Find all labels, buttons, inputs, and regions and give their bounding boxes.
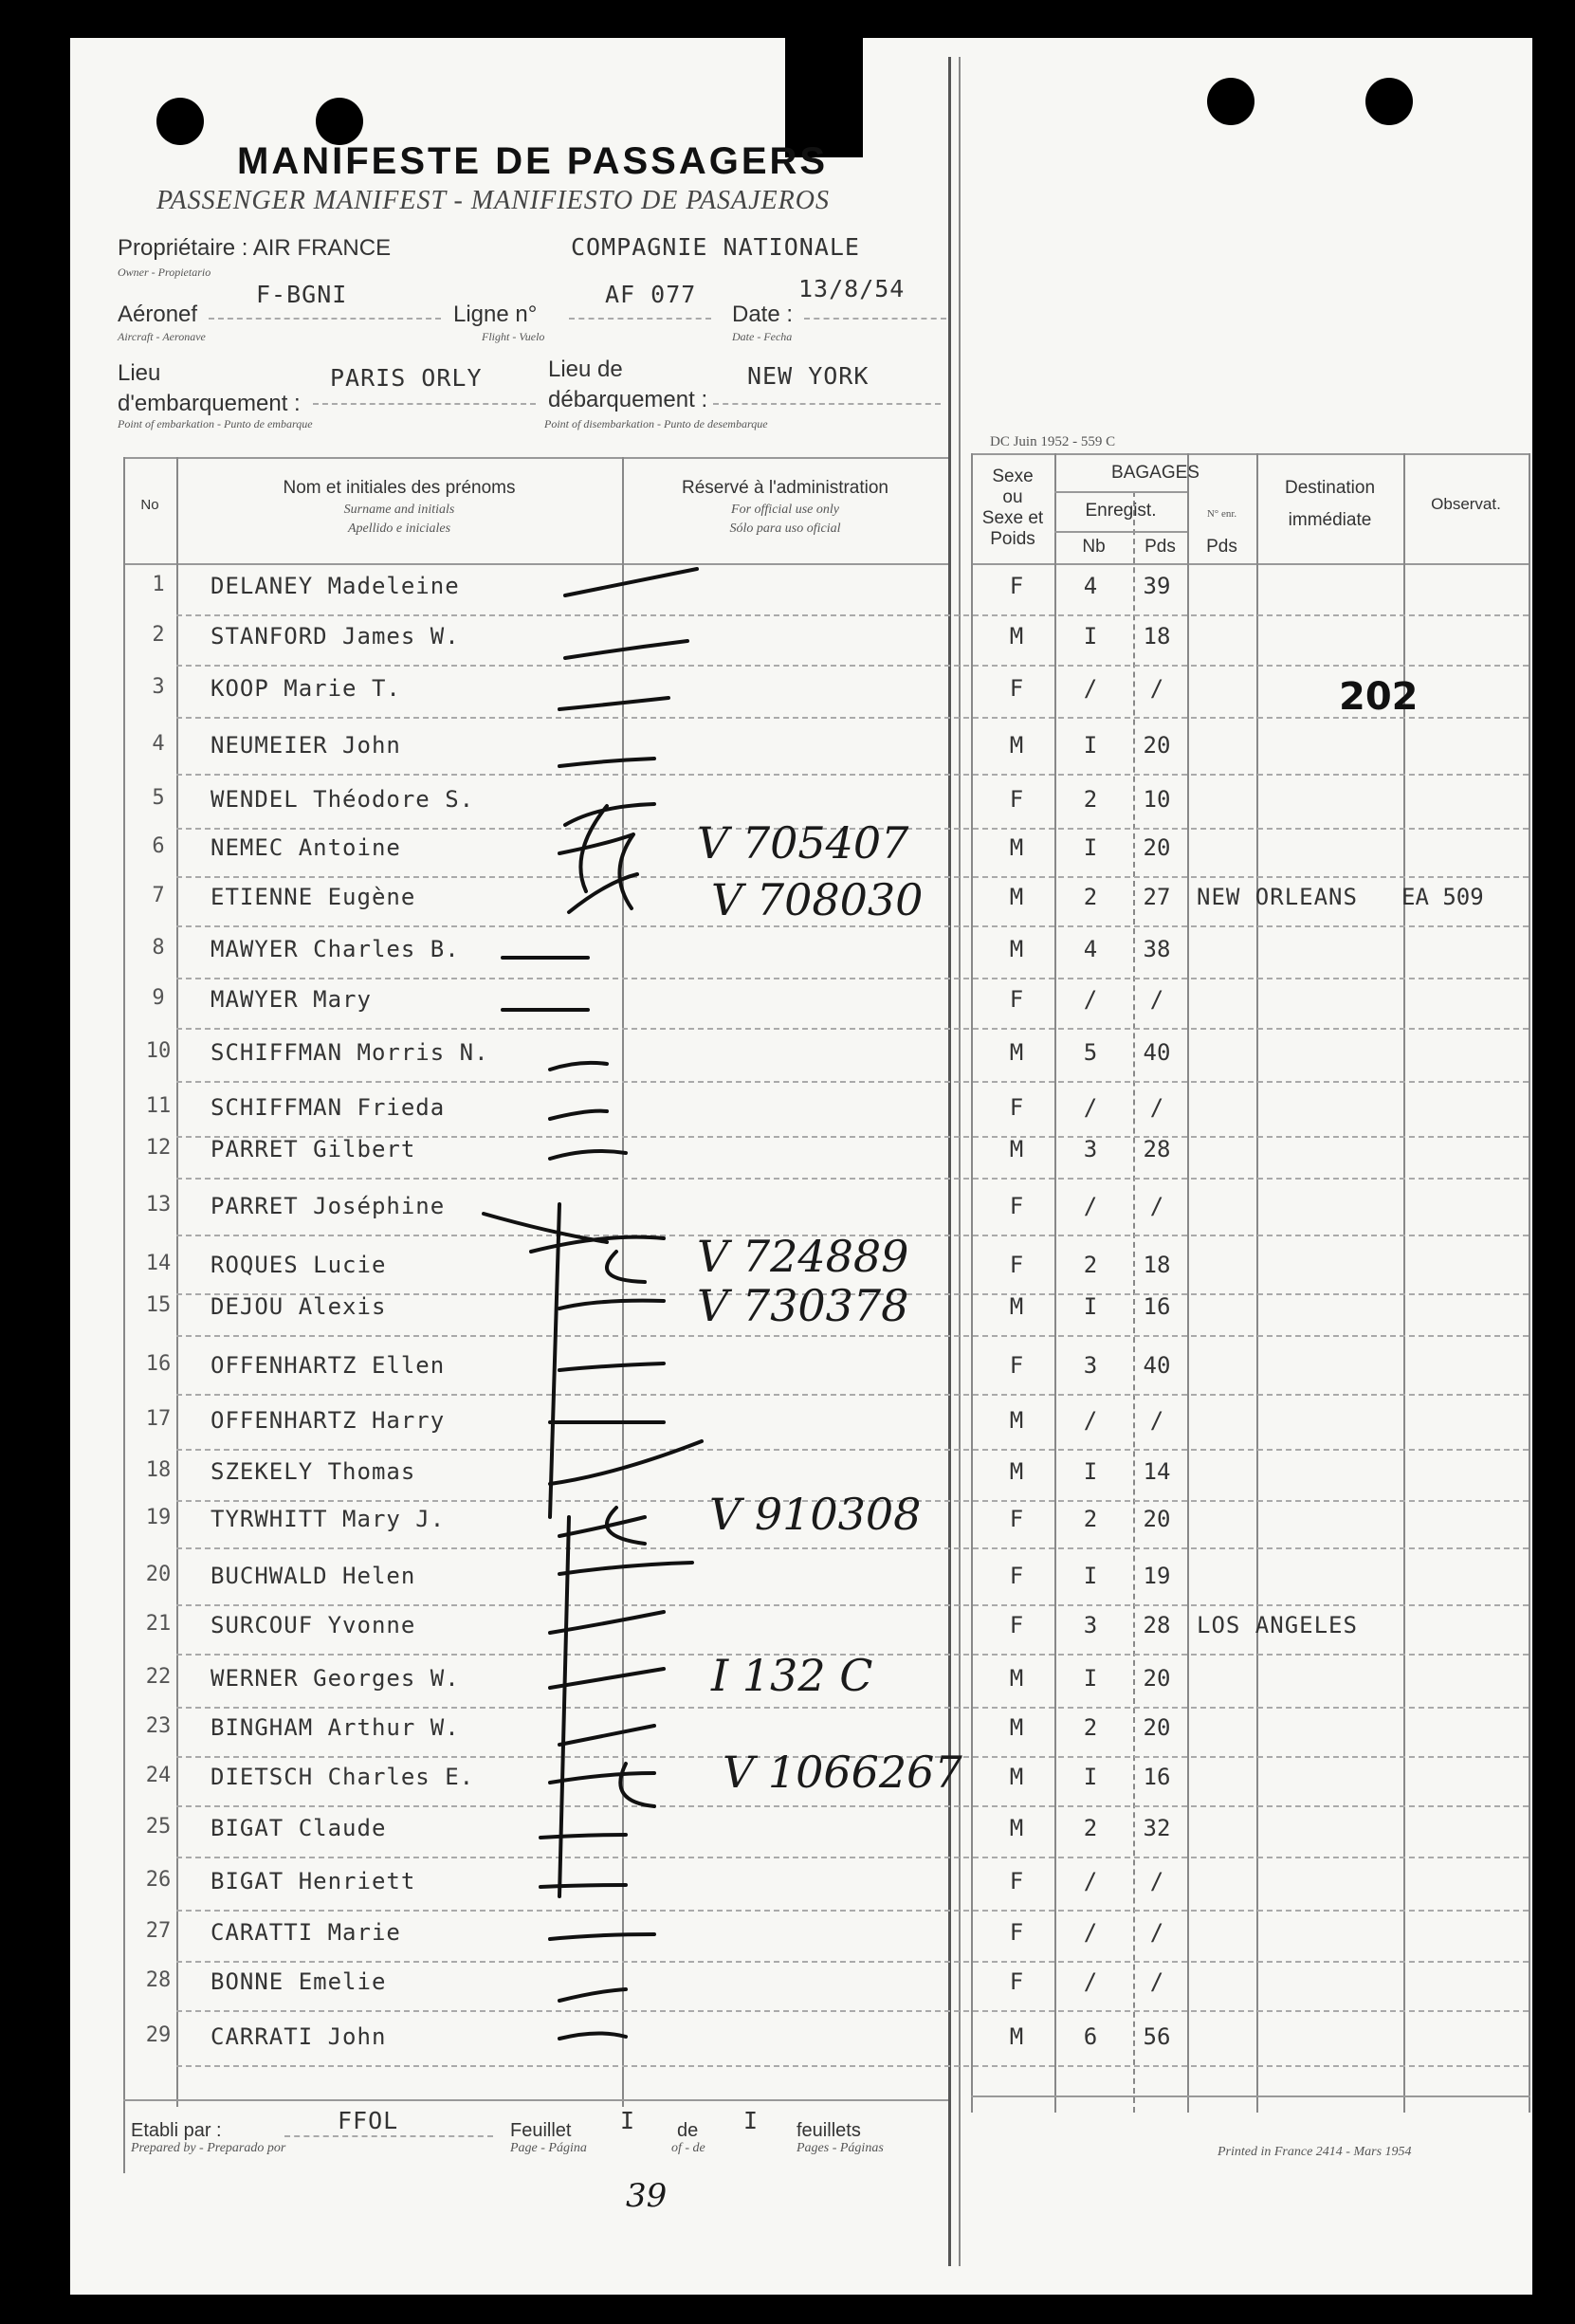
col-dest-2: immédiate: [1288, 510, 1372, 530]
baggage-weight: 20: [1143, 1506, 1171, 1532]
row-number: 12: [145, 1136, 172, 1160]
row-number: 1: [152, 573, 165, 596]
baggage-count: I: [1083, 732, 1098, 759]
row-number: 26: [145, 1868, 172, 1892]
prepared-sub: Prepared by - Preparado por: [131, 2141, 286, 2155]
handwritten-visa: V 1066267: [723, 1747, 962, 1798]
baggage-count: I: [1083, 1563, 1098, 1589]
passenger-name: TYRWHITT Mary J.: [211, 1506, 446, 1532]
passenger-sex: F: [1009, 1563, 1024, 1589]
baggage-weight: 20: [1143, 1714, 1171, 1741]
baggage-count: 2: [1083, 786, 1098, 813]
passenger-name: ETIENNE Eugène: [211, 884, 416, 910]
col-admin-sub2: Sólo para uso oficial: [729, 522, 841, 536]
passenger-name: DIETSCH Charles E.: [211, 1764, 475, 1790]
col-admin: Réservé à l'administration: [682, 478, 888, 498]
baggage-weight: 40: [1143, 1352, 1171, 1379]
row-number: 24: [145, 1764, 172, 1787]
pages-label: feuillets: [797, 2120, 861, 2141]
handwritten-visa: V 708030: [711, 874, 924, 925]
passenger-sex: F: [1009, 1919, 1024, 1946]
baggage-weight: /: [1149, 1919, 1164, 1946]
line-label: Ligne n°: [453, 302, 538, 327]
baggage-count: /: [1083, 675, 1098, 702]
passenger-name: CARRATI John: [211, 2023, 387, 2050]
passenger-name: WENDEL Théodore S.: [211, 786, 475, 813]
passenger-name: WERNER Georges W.: [211, 1665, 460, 1692]
form-code: DC Juin 1952 - 559 C: [990, 434, 1116, 449]
baggage-count: 6: [1083, 2023, 1098, 2050]
baggage-count: 3: [1083, 1352, 1098, 1379]
row-number: 7: [152, 884, 165, 907]
baggage-count: 3: [1083, 1612, 1098, 1638]
baggage-count: I: [1083, 1458, 1098, 1485]
baggage-count: 2: [1083, 1815, 1098, 1841]
row-number: 2: [152, 623, 165, 647]
baggage-count: /: [1083, 1868, 1098, 1894]
passenger-sex: M: [1009, 1136, 1024, 1162]
baggage-weight: 20: [1143, 1665, 1171, 1692]
embark-value: PARIS ORLY: [330, 364, 483, 392]
row-number: 17: [145, 1407, 172, 1431]
of-label: de: [677, 2120, 699, 2141]
baggage-count: I: [1083, 834, 1098, 861]
passenger-sex: F: [1009, 573, 1024, 599]
immediate-destination: LOS ANGELES: [1197, 1612, 1358, 1638]
col-pds2: Pds: [1206, 537, 1237, 557]
passenger-name: PARRET Gilbert: [211, 1136, 416, 1162]
stamp-number: 202: [1339, 675, 1419, 719]
passenger-sex: F: [1009, 1506, 1024, 1532]
passenger-name: NEUMEIER John: [211, 732, 401, 759]
baggage-weight: /: [1149, 1868, 1164, 1894]
passenger-name: BINGHAM Arthur W.: [211, 1714, 460, 1741]
handwritten-visa: V 730378: [697, 1280, 909, 1331]
baggage-count: /: [1083, 1407, 1098, 1434]
passenger-name: STANFORD James W.: [211, 623, 460, 650]
passenger-sex: F: [1009, 1352, 1024, 1379]
owner-sub: Owner - Propietario: [118, 265, 211, 279]
baggage-weight: 32: [1143, 1815, 1171, 1841]
passenger-sex: M: [1009, 1665, 1024, 1692]
col-sex-1: Sexe: [992, 467, 1034, 486]
passenger-name: SZEKELY Thomas: [211, 1458, 416, 1485]
baggage-weight: /: [1149, 675, 1164, 702]
owner-label: Propriétaire : AIR FRANCE: [118, 235, 392, 261]
passenger-name: NEMEC Antoine: [211, 834, 401, 861]
passenger-name: OFFENHARTZ Harry: [211, 1407, 446, 1434]
row-number: 23: [145, 1714, 172, 1738]
passenger-sex: M: [1009, 1714, 1024, 1741]
baggage-weight: 38: [1143, 936, 1171, 962]
prepared-label: Etabli par :: [131, 2120, 222, 2141]
baggage-weight: 16: [1143, 1293, 1171, 1320]
row-number: 22: [145, 1665, 172, 1689]
baggage-weight: 18: [1143, 623, 1171, 650]
col-enregist: Enregist.: [1085, 501, 1157, 521]
passenger-sex: F: [1009, 1094, 1024, 1121]
row-number: 13: [145, 1193, 172, 1217]
row-number: 21: [145, 1612, 172, 1636]
passenger-sex: F: [1009, 1612, 1024, 1638]
baggage-weight: 56: [1143, 2023, 1171, 2050]
passenger-sex: M: [1009, 1764, 1024, 1790]
baggage-weight: 28: [1143, 1612, 1171, 1638]
row-number: 9: [152, 986, 165, 1010]
passenger-sex: M: [1009, 1039, 1024, 1066]
baggage-count: 2: [1083, 1714, 1098, 1741]
row-number: 18: [145, 1458, 172, 1482]
col-sex-2: ou: [1002, 487, 1023, 507]
handwritten-visa: V 910308: [709, 1489, 922, 1540]
passenger-name: PARRET Joséphine: [211, 1193, 446, 1219]
manifest-subtitle: PASSENGER MANIFEST - MANIFIESTO DE PASAJEROS: [156, 186, 830, 215]
baggage-count: I: [1083, 1764, 1098, 1790]
passenger-sex: F: [1009, 1968, 1024, 1995]
pages-sub: Pages - Páginas: [797, 2141, 884, 2155]
baggage-weight: 39: [1143, 573, 1171, 599]
passenger-sex: M: [1009, 1407, 1024, 1434]
baggage-count: /: [1083, 1094, 1098, 1121]
col-baggage: BAGAGES: [1111, 463, 1200, 483]
sheet-value: I: [620, 2107, 636, 2134]
baggage-weight: /: [1149, 1193, 1164, 1219]
passenger-name: MAWYER Charles B.: [211, 936, 460, 962]
baggage-count: 3: [1083, 1136, 1098, 1162]
row-number: 6: [152, 834, 165, 858]
passenger-name: BIGAT Claude: [211, 1815, 387, 1841]
passenger-name: OFFENHARTZ Ellen: [211, 1352, 446, 1379]
passenger-sex: F: [1009, 986, 1024, 1013]
baggage-weight: 27: [1143, 884, 1171, 910]
baggage-count: 4: [1083, 936, 1098, 962]
passenger-sex: M: [1009, 936, 1024, 962]
embark-sub: Point of embarkation - Punto de embarque: [118, 417, 313, 430]
baggage-weight: /: [1149, 986, 1164, 1013]
baggage-weight: 28: [1143, 1136, 1171, 1162]
aircraft-value: F-BGNI: [256, 281, 348, 308]
baggage-count: I: [1083, 1665, 1098, 1692]
passenger-sex: M: [1009, 2023, 1024, 2050]
sheet-sub: Page - Página: [510, 2141, 587, 2155]
baggage-weight: /: [1149, 1968, 1164, 1995]
passenger-name: DELANEY Madeleine: [211, 573, 460, 599]
sheet-label: Feuillet: [510, 2120, 572, 2141]
baggage-count: 2: [1083, 1252, 1098, 1278]
date-sub: Date - Fecha: [732, 330, 793, 343]
baggage-count: I: [1083, 623, 1098, 650]
passenger-sex: M: [1009, 1815, 1024, 1841]
immediate-destination: NEW ORLEANS: [1197, 884, 1358, 910]
row-number: 5: [152, 786, 165, 810]
baggage-count: /: [1083, 1193, 1098, 1219]
row-number: 20: [145, 1563, 172, 1586]
baggage-count: /: [1083, 1968, 1098, 1995]
handwritten-visa: I 132 C: [711, 1650, 873, 1701]
baggage-weight: /: [1149, 1094, 1164, 1121]
row-number: 11: [145, 1094, 172, 1118]
debark-sub: Point of disembarkation - Punto de desembarque: [544, 417, 768, 430]
passenger-sex: M: [1009, 834, 1024, 861]
passenger-name: MAWYER Mary: [211, 986, 372, 1013]
row-number: 16: [145, 1352, 172, 1376]
handwritten-visa: V 724889: [697, 1231, 909, 1282]
row-number: 14: [145, 1252, 172, 1275]
passenger-name: DEJOU Alexis: [211, 1293, 387, 1320]
row-number: 27: [145, 1919, 172, 1943]
col-nonenr: N° enr.: [1206, 508, 1237, 520]
page-mark: 39: [626, 2177, 668, 2215]
col-admin-sub1: For official use only: [731, 503, 839, 517]
passenger-name: BONNE Emelie: [211, 1968, 387, 1995]
line-sub: Flight - Vuelo: [482, 330, 545, 343]
observation: EA 509: [1401, 884, 1484, 910]
col-dest-1: Destination: [1284, 478, 1376, 498]
company-name: COMPAGNIE NATIONALE: [571, 233, 860, 261]
passenger-sex: M: [1009, 623, 1024, 650]
baggage-count: 2: [1083, 884, 1098, 910]
passenger-name: BIGAT Henriett: [211, 1868, 416, 1894]
baggage-weight: 14: [1143, 1458, 1171, 1485]
baggage-weight: 20: [1143, 732, 1171, 759]
row-number: 3: [152, 675, 165, 699]
col-no: No: [140, 497, 159, 513]
passenger-name: CARATTI Marie: [211, 1919, 401, 1946]
col-name: Nom et initiales des prénoms: [283, 478, 516, 498]
passenger-sex: F: [1009, 675, 1024, 702]
passenger-sex: M: [1009, 1293, 1024, 1320]
passenger-sex: F: [1009, 1868, 1024, 1894]
col-pds: Pds: [1145, 537, 1176, 557]
row-number: 25: [145, 1815, 172, 1839]
row-number: 29: [145, 2023, 172, 2047]
passenger-sex: F: [1009, 1252, 1024, 1278]
baggage-count: /: [1083, 1919, 1098, 1946]
printer-imprint: Printed in France 2414 - Mars 1954: [1218, 2145, 1412, 2159]
passenger-name: SCHIFFMAN Frieda: [211, 1094, 446, 1121]
baggage-weight: 18: [1143, 1252, 1171, 1278]
passenger-sex: M: [1009, 884, 1024, 910]
passenger-sex: M: [1009, 1458, 1024, 1485]
col-name-sub2: Apellido e iniciales: [347, 522, 451, 536]
passenger-sex: F: [1009, 786, 1024, 813]
baggage-count: 4: [1083, 573, 1098, 599]
passenger-sex: M: [1009, 732, 1024, 759]
of-value: I: [743, 2107, 760, 2134]
row-number: 10: [145, 1039, 172, 1063]
row-number: 4: [152, 732, 165, 756]
passenger-name: BUCHWALD Helen: [211, 1563, 416, 1589]
embark-label: Lieu d'embarquement :: [118, 360, 301, 416]
prepared-value: FFOL: [338, 2107, 399, 2134]
handwritten-visa: V 705407: [697, 817, 909, 869]
col-sex-4: Poids: [990, 529, 1035, 549]
baggage-count: 5: [1083, 1039, 1098, 1066]
baggage-weight: /: [1149, 1407, 1164, 1434]
date-value: 13/8/54: [798, 275, 906, 302]
baggage-count: 2: [1083, 1506, 1098, 1532]
baggage-weight: 19: [1143, 1563, 1171, 1589]
col-name-sub1: Surname and initials: [343, 503, 455, 517]
baggage-count: I: [1083, 1293, 1098, 1320]
passenger-name: ROQUES Lucie: [211, 1252, 387, 1278]
passenger-name: KOOP Marie T.: [211, 675, 401, 702]
row-number: 15: [145, 1293, 172, 1317]
aircraft-sub: Aircraft - Aeronave: [118, 330, 206, 343]
passenger-name: SCHIFFMAN Morris N.: [211, 1039, 489, 1066]
debark-label: Lieu de débarquement :: [548, 357, 708, 412]
manifest-title: MANIFESTE DE PASSAGERS: [237, 140, 829, 182]
passenger-sex: F: [1009, 1193, 1024, 1219]
baggage-count: /: [1083, 986, 1098, 1013]
row-number: 8: [152, 936, 165, 960]
aircraft-label: Aéronef: [118, 302, 198, 327]
baggage-weight: 40: [1143, 1039, 1171, 1066]
baggage-weight: 10: [1143, 786, 1171, 813]
col-obs: Observat.: [1431, 495, 1501, 513]
row-number: 28: [145, 1968, 172, 1992]
baggage-weight: 16: [1143, 1764, 1171, 1790]
row-number: 19: [145, 1506, 172, 1529]
line-value: AF 077: [605, 281, 697, 308]
col-nb: Nb: [1082, 537, 1106, 557]
baggage-weight: 20: [1143, 834, 1171, 861]
date-label: Date :: [732, 302, 794, 327]
passenger-name: SURCOUF Yvonne: [211, 1612, 416, 1638]
col-sex-3: Sexe et: [981, 508, 1044, 528]
of-sub: of - de: [671, 2141, 705, 2155]
debark-value: NEW YORK: [747, 362, 870, 390]
